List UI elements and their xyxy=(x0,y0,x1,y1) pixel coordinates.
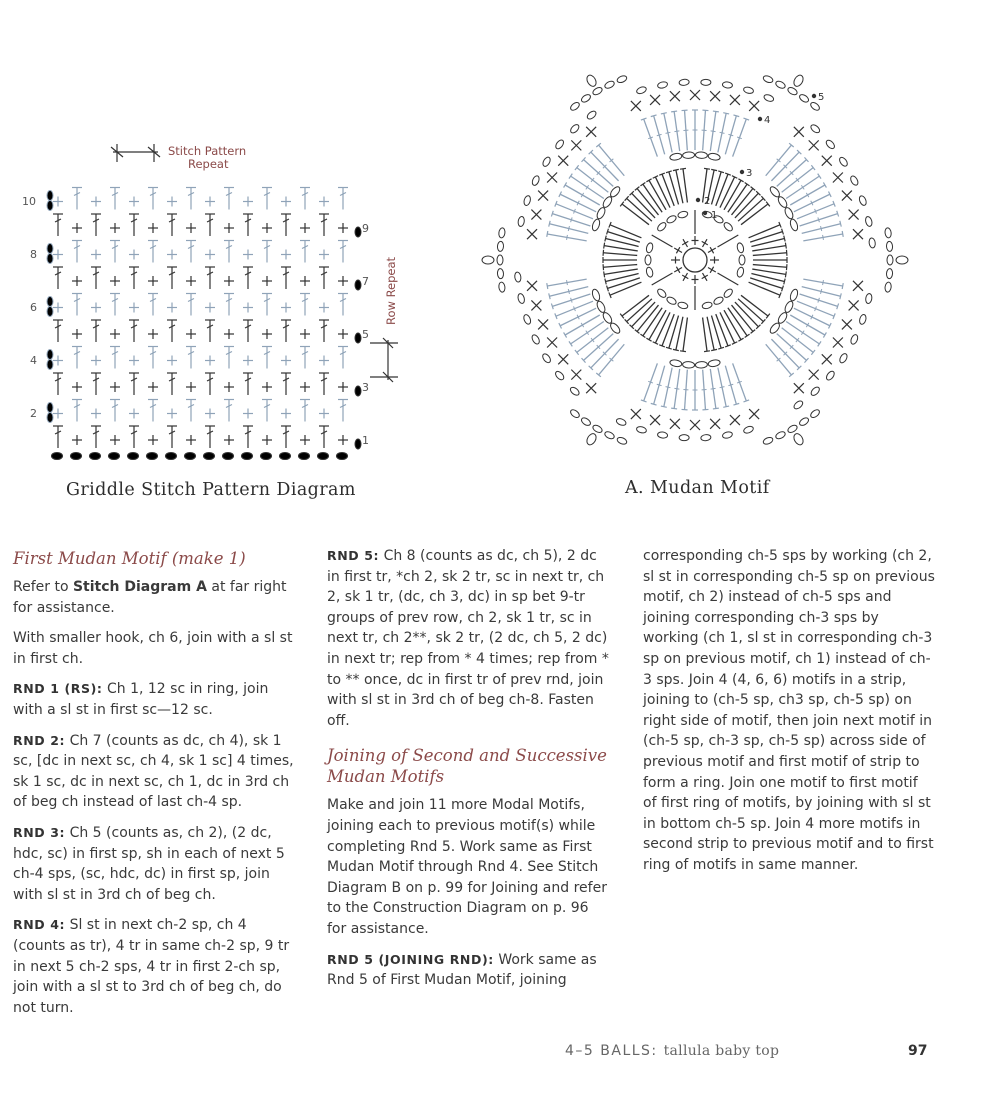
round-3-paragraph: RND 3: Ch 5 (counts as, ch 2), (2 dc, hdc, sc) in first sp, sh in each of next 5 ch-4 sps, (sc, hdc, dc) in first sp, join with sl st in 3rd ch of beg ch. xyxy=(13,824,285,903)
row-number-5: 5 xyxy=(362,328,369,341)
row-number-2: 2 xyxy=(30,407,37,420)
round-number-4: 4 xyxy=(764,115,771,126)
joining-continued-paragraph: corresponding ch-5 sps by working (ch 2, sl st in corresponding ch-5 sp on previous motif, ch 2) instead of ch-5 sps and joining corresponding ch-3 sps by working (ch 1, sl st in corresponding ch-3 sp on previous motif, ch 1) instead of ch-3 sps. Join 4 (4, 6, 6) motifs in a strip, joining to (ch-5 sp, ch3 sp, ch-5 sp) on right side of motif, then join next motif in (ch-5 sp, ch-3 sp, ch-5 sp) across side of previous motif and first motif of strip to form a ring. Join one motif to first motif of first ring of motifs, by joining with sl st in bottom ch-5 sp. Join 4 more motifs in second strip to previous motif and to first ring of motifs in same manner. xyxy=(643,548,935,873)
row-number-3: 3 xyxy=(362,381,369,394)
instructions-column-3 xyxy=(643,546,935,886)
joining-heading: Joining of Second and Successive Mudan Motifs xyxy=(327,746,607,787)
griddle-stitch-grid xyxy=(47,188,361,460)
stitch-pattern-repeat-label-line1: Stitch Pattern xyxy=(168,144,247,158)
mudan-motif-diagram xyxy=(460,55,960,465)
griddle-diagram-caption: Griddle Stitch Pattern Diagram xyxy=(66,480,356,500)
row-repeat-label: Row Repeat xyxy=(384,256,398,325)
mudan-motif-caption: A. Mudan Motif xyxy=(625,478,770,498)
row-number-9: 9 xyxy=(362,222,369,235)
intro-paragraph: Refer to Stitch Diagram A at far right for assistance. xyxy=(13,579,287,616)
round-number-1: 1 xyxy=(711,210,718,221)
row-number-1: 1 xyxy=(362,434,369,447)
page-number: 97 xyxy=(908,1043,928,1059)
instructions-column-2 xyxy=(327,546,609,1001)
round-5-paragraph: RND 5: Ch 8 (counts as dc, ch 5), 2 dc in first tr, *ch 2, sk 2 tr, sc in next tr, ch 2, sk 1 tr, (dc, ch 3, dc) in sp bet 9-tr groups of prev row, ch 2, sk 1 tr, sc in next tr, ch 2**, sk 2 tr, (2 dc, ch 5, 2 dc) in next tr; rep from * 4 times; rep from * to ** once, dc in first tr of prev rnd, join with sl st in 3rd ch of beg ch-8. Fasten off. xyxy=(327,548,609,729)
stitch-pattern-repeat-bracket xyxy=(111,144,160,162)
row-number-7: 7 xyxy=(362,275,369,288)
mudan-motif-stitches xyxy=(482,74,908,447)
round-2-paragraph: RND 2: Ch 7 (counts as dc, ch 4), sk 1 sc, [dc in next sc, ch 4, sk 1 sc] 4 times, sk 1 sc, dc in next sc, ch 1, dc in 3rd ch of beg ch instead of last ch-4 sp. xyxy=(13,732,294,811)
stitch-diagram-a-ref: Stitch Diagram A xyxy=(72,579,207,595)
round-number-3: 3 xyxy=(746,168,753,179)
first-mudan-motif-heading: First Mudan Motif (make 1) xyxy=(13,549,246,568)
row-number-6: 6 xyxy=(30,301,37,314)
round-4-paragraph: RND 4: Sl st in next ch-2 sp, ch 4 (counts as tr), 4 tr in same ch-2 sp, 9 tr in next 5 ch-2 sps, 4 tr in first 2-ch sp, join with a sl st to 3rd ch of beg ch, do not turn. xyxy=(13,917,290,1016)
round-number-2: 2 xyxy=(704,196,711,207)
row-repeat-bracket xyxy=(370,338,398,382)
footer-running-head: 4–5 BALLS: tallula baby top xyxy=(565,1043,780,1059)
joining-paragraph: Make and join 11 more Modal Motifs, joining each to previous motif(s) while completing Rnd 5. Work same as First Mudan Motif through Rnd 4. See Stitch Diagram B on p. 99 for Joining and refer to the Construction Diagram on p. 96 for assistance. xyxy=(327,797,607,937)
row-number-4: 4 xyxy=(30,354,37,367)
stitch-pattern-repeat-label-line2: Repeat xyxy=(188,157,229,171)
row-number-8: 8 xyxy=(30,248,37,261)
round-1-paragraph: RND 1 (RS): Ch 1, 12 sc in ring, join with a sl st in first sc—12 sc. xyxy=(13,681,269,718)
griddle-stitch-diagram xyxy=(0,130,420,470)
joining-round-5-paragraph: RND 5 (JOINING RND): Work same as Rnd 5 of First Mudan Motif, joining xyxy=(327,951,597,989)
foundation-paragraph: With smaller hook, ch 6, join with a sl st in first ch. xyxy=(13,630,293,667)
round-number-5: 5 xyxy=(818,92,825,103)
instructions-column-1 xyxy=(13,548,295,1028)
row-number-10: 10 xyxy=(22,195,36,208)
